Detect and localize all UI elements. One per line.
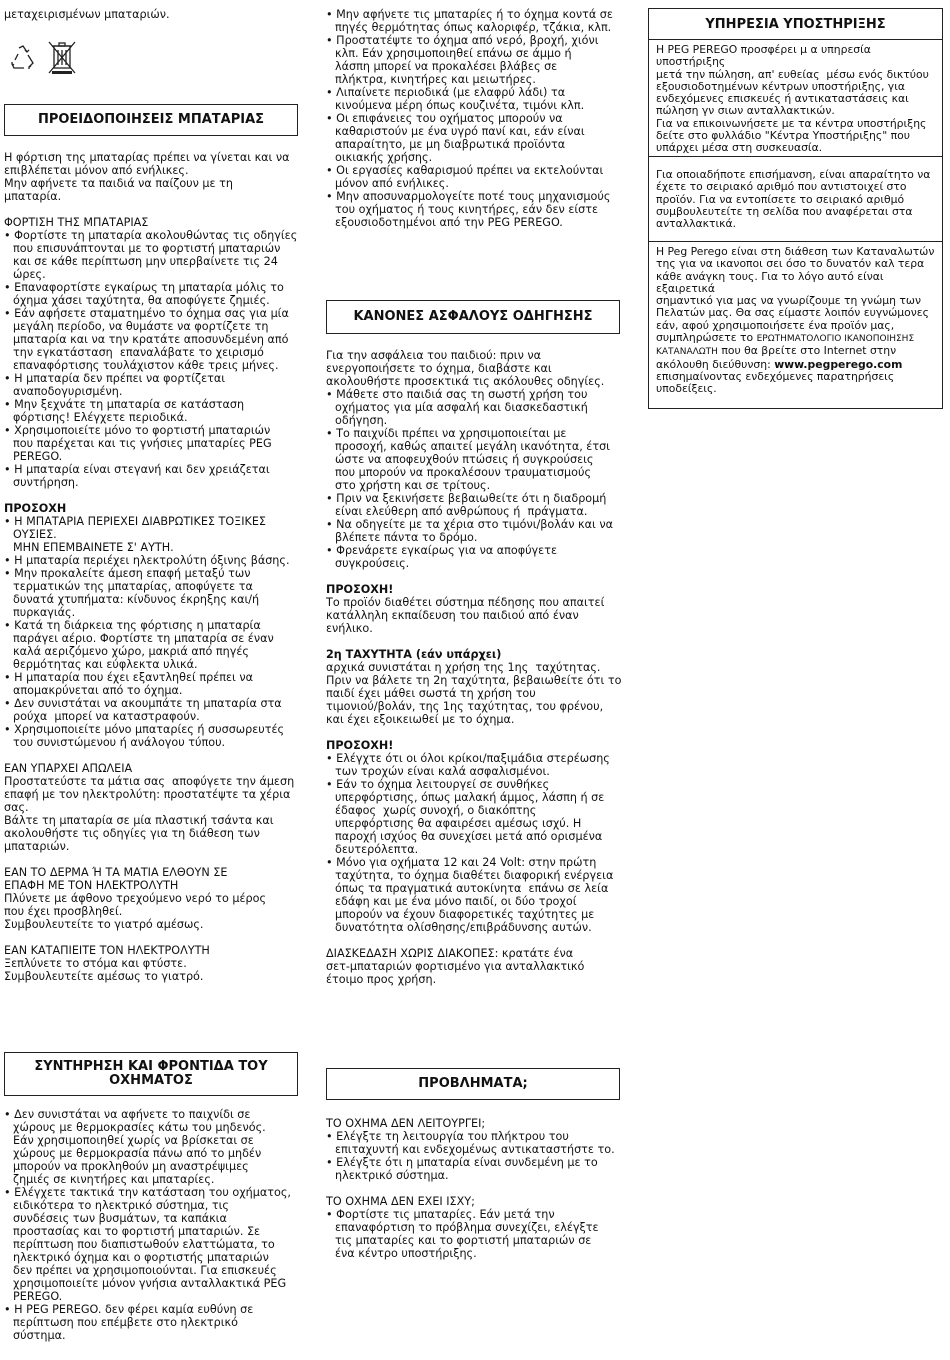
list-item: • Η μπαταρία περιέχει ηλεκτρολύτη όξινης βάσης. xyxy=(4,554,290,567)
loss-text: Προστατεύστε τα μάτια σας αποφύγετε την άμεση επαφή με τον ηλεκτρολύτη: προστατέψτε τα χέρια σας. Βάλτε τη μπαταρία σε μία πλαστική τσάντα και ακολουθήστε τις οδηγίες για τη διάθεση των μπαταριών. xyxy=(4,775,295,853)
caution1-text: Το προϊόν διαθέτει σύστημα πέδησης που απαιτεί κατάλληλη εκπαίδευση του παιδιού από έναν ενήλικο. xyxy=(326,596,605,635)
column-middle-body xyxy=(326,349,626,986)
list-item: • Μην προκαλείτε άμεση επαφή μεταξύ των τερματικών της μπαταρίας, αποφύγετε τα δυνατά χτυπήματα: κίνδυνος έκρηξης και/ή πυρκαγιάς. xyxy=(4,567,260,619)
crossed-bin-icon xyxy=(46,38,78,76)
service-section-2 xyxy=(649,156,942,241)
list-item: • Χρησιμοποιείτε μόνο το φορτιστή μπαταριών που παρέχεται και τις γνήσιες μπαταρίες PEG PEREGO. xyxy=(4,424,272,463)
list-item: • Το παιχνίδι πρέπει να χρησιμοποιείται με προσοχή, καθώς απαιτεί μεγάλη ικανότητα, έτσι ώστε να αποφευχθούν πτώσεις ή συγκρούσεις που μπορούν να προκαλέσουν τραυματισμούς στο χρήστη και σε τρίτους. xyxy=(326,427,610,492)
list-item: • Οι επιφάνειες του οχήματος μπορούν να καθαριστούν με ένα υγρό πανί και, εάν είναι απαραίτητο, με μη διαβρωτικά προϊόντα οικιακής χρήσης. xyxy=(326,112,585,164)
swallow-title: ΕΑΝ ΚΑΤΑΠΙΕΙΤΕ ΤΟΝ ΗΛΕΚΤΡΟΛΥΤΗ xyxy=(4,944,210,957)
service-p3d: επισημαίνοντας ενδεχόμενες παρατηρήσεις υποδείξεις. xyxy=(656,369,895,396)
safety-intro: Για την ασφάλεια του παιδιού: πριν να ενεργοποιήσετε το όχημα, διαβάστε και ακολουθήστε προσεκτικά τις ακόλουθες οδηγίες. xyxy=(326,349,605,388)
caution-title: ΠΡΟΣΟΧΗ xyxy=(4,502,67,515)
problems-body xyxy=(326,1117,626,1260)
service-p2: Για οποιαδήποτε επισήμανση, είναι απαραίτητο να έχετε το σειριακό αριθμό που αντιστοιχεί στο προϊόν. Για να εντοπίσετε το σειριακό αριθμό συμβουλευτείτε τη σελίδα που αναφέρεται στα ανταλλακτικά. xyxy=(656,168,931,231)
maintenance-title: ΣΥΝΤΗΡΗΣΗ ΚΑΙ ΦΡΟΝΤΙΔΑ ΤΟΥ ΟΧΗΜΑΤΟΣ xyxy=(34,1059,268,1088)
intro-line: μεταχειρισμένων μπαταριών. xyxy=(4,8,170,21)
problems-title: ΠΡΟΒΛΗΜΑΤΑ; xyxy=(418,1076,528,1091)
list-item: • Εάν το όχημα λειτουργεί σε συνθήκες υπερφόρτισης, όπως μαλακή άμμος, λάσπη ή σε έδαφος χωρίς συνοχή, ο διακόπτης υπερφόρτισης θα αφαιρέσει αμέσως ισχύ. Η παροχή ισχύος θα συνεχίσει μετά από ορισμένα δευτερόλεπτα. xyxy=(326,778,605,856)
list-item: • Μόνο για οχήματα 12 και 24 Volt: στην πρώτη ταχύτητα, το όχημα διαθέτει διαφορική ενέργεια όπως τα πραγματικά αυτοκίνητα επάνω σε λεία εδάφη και με ένα μόνο παιδί, οι δύο τροχοί μπορούν να έχουν διαφορετικές ταχύτητες με δυνατότητα ολίσθησης/επιβράδυνσης αυτών. xyxy=(326,856,614,934)
service-title: ΥΠΗΡΕΣΙΑ ΥΠΟΣΤΗΡΙΞΗΣ xyxy=(705,16,886,32)
list-item: • Κατά τη διάρκεια της φόρτισης η μπαταρία παράγει αέριο. Φορτίστε τη μπαταρία σε έναν καλά αεριζόμενο χώρο, μακριά από πηγές θερμότητας και εύφλεκτα υλικά. xyxy=(4,619,274,671)
list-item: • Φρενάρετε εγκαίρως για να αποφύγετε συγκρούσεις. xyxy=(326,544,558,570)
prob1-title: ΤΟ ΟΧΗΜΑ ΔΕΝ ΛΕΙΤΟΥΡΓΕΙ; xyxy=(326,1117,486,1130)
column-left xyxy=(4,8,304,21)
list-item: • Η ΜΠΑΤΑΡΙΑ ΠΕΡΙΕΧΕΙ ΔΙΑΒΡΩΤΙΚΕΣ ΤΟΞΙΚΕΣ ΟΥΣΙΕΣ. ΜΗΝ ΕΠΕΜΒΑΙΝΕΤΕ Σ' ΑΥΤΗ. xyxy=(4,515,266,554)
safety-title: ΚΑΝΟΝΕΣ ΑΣΦΑΛΟΥΣ ΟΔΗΓΗΣΗΣ xyxy=(353,309,593,324)
skin-text: Πλύνετε με άφθονο τρεχούμενο νερό το μέρος που έχει προσβληθεί. Συμβουλευτείτε το γιατρό αμέσως. xyxy=(4,892,267,931)
questionnaire-label: ΕΡΩΤΗΜΑΤΟΛΟΓΙΟ ΙΚΑΝΟΠΟΙΗΣΗΣ ΚΑΤΑΝΑΛΩΤΗ xyxy=(656,334,915,358)
problems-heading xyxy=(326,1068,620,1100)
speed-text: αρχικά συνιστάται η χρήση της 1ης ταχύτητας. Πριν να βάλετε τη 2η ταχύτητα, βεβαιωθείτε ότι το παιδί έχει μάθει σωστά τη χρήση του τιμονιού/βολάν, της 1ης ταχύτητας, του φρένου, και έχει εξοικειωθεί με το όχημα. xyxy=(326,661,622,726)
service-box xyxy=(648,8,943,409)
charging-title: ΦΟΡΤΙΣΗ ΤΗΣ ΜΠΑΤΑΡΙΑΣ xyxy=(4,216,149,229)
prob2-title: ΤΟ ΟΧΗΜΑ ΔΕΝ ΕΧΕΙ ΙΣΧΥ; xyxy=(326,1195,475,1208)
service-p3a: Η Peg Perego είναι στη διάθεση των Καταναλωτών της για να ικανοποι σει όσο το δυνατόν καλ τερα κάθε ανάγκη τους. Για το λόγο αυτό είναι εξαιρετικά σημαντικό για μας να γνωρίζουμε τη γνώμη των Πελατών μας. Θα σας είμαστε λοιπόν ευγνώμονες εάν, αφού χρησιμοποιήσετε ένα προϊόν μας, συμπληρώσετε το xyxy=(656,245,935,345)
list-item: • Η μπαταρία είναι στεγανή και δεν χρειάζεται συντήρηση. xyxy=(4,463,270,489)
list-item: • Η PEG PEREGO. δεν φέρει καμία ευθύνη σε περίπτωση που επέμβετε στο ηλεκτρικό σύστημα. xyxy=(4,1303,254,1342)
column-middle-top xyxy=(326,8,626,229)
list-item: • Η μπαταρία δεν πρέπει να φορτίζεται αναποδογυρισμένη. xyxy=(4,372,226,398)
speed-title: 2η ΤΑΧΥΤΗΤΑ (εάν υπάρχει) xyxy=(326,648,502,661)
loss-title: ΕΑΝ ΥΠΑΡΧΕΙ ΑΠΩΛΕΙΑ xyxy=(4,762,133,775)
website-link[interactable]: www.pegperego.com xyxy=(774,357,903,371)
list-item: • Ελέγξτε ότι η μπαταρία είναι συνδεμένη με το ηλεκτρικό σύστημα. xyxy=(326,1156,598,1182)
list-item: • Προστατέψτε το όχημα από νερό, βροχή, χιόνι κλπ. Εάν χρησιμοποιηθεί επάνω σε άμμο ή λάσπη μπορεί να προκαλέσει βλάβες σε πλήκτρα, κινητήρες και μειωτήρες. xyxy=(326,34,599,86)
list-item: • Ελέγχετε τακτικά την κατάσταση του οχήματος, ειδικότερα το ηλεκτρικό σύστημα, τις συνδέσεις των βυσμάτων, τα καπάκια προστασίας και το φορτιστή μπαταριών. Σε περίπτωση που διαπιστωθούν ελαττώματα, το ηλεκτρικό όχημα και ο φορτιστής μπαταριών δεν πρέπει να χρησιμοποιούνται. Για επισκευές χρησιμοποιείτε μόνον γνήσια ανταλλακτικά PEG PEREGO. xyxy=(4,1186,291,1303)
list-item: • Η μπαταρία που έχει εξαντληθεί πρέπει να απομακρύνεται από το όχημα. xyxy=(4,671,254,697)
skin-title: ΕΑΝ ΤΟ ΔΕΡΜΑ Ή ΤΑ ΜΑΤΙΑ ΕΛΘΟΥΝ ΣΕ ΕΠΑΦΗ ΜΕ ΤΟΝ ΗΛΕΚΤΡΟΛΥΤΗ xyxy=(4,866,228,892)
service-section-1 xyxy=(649,39,942,156)
maintenance-body xyxy=(4,1108,304,1342)
list-item: • Ελέγχτε ότι οι όλοι κρίκοι/παξιμάδια στερέωσης των τροχών είναι καλά ασφαλισμένοι. xyxy=(326,752,610,778)
list-item: • Εάν αφήσετε σταματημένο το όχημα σας για μία μεγάλη περίοδο, να θυμάστε να φορτίζετε τη μπαταρία και να την κρατάτε αποσυνδεμένη από την εγκατάσταση επαναλάβατε το χειρισμό επαναφόρτισης τουλάχιστον κάθε τρεις μήνες. xyxy=(4,307,289,372)
list-item: • Ελέγξτε τη λειτουργία του πλήκτρου του επιταχυντή και ενδεχομένως αντικαταστήστε το. xyxy=(326,1130,615,1156)
recycle-icon xyxy=(8,44,38,72)
list-item: • Επαναφορτίστε εγκαίρως τη μπαταρία μόλις το όχημα χάσει ταχύτητα, θα αποφύγετε ζημιές. xyxy=(4,281,284,307)
service-p1: Η PEG PEREGO προσφέρει μ α υπηρεσία υποστήριξης μετά την πώληση, απ' ευθείας μέσω ενός δικτύου εξουσιοδοτημένων κέντρων υποστήριξης, για ενδεχόμενες επισκευές ή αντικαταστάσεις και πώληση γν σιων ανταλλακτικών. Για να επικοινωνήσετε με τα κέντρα υποστήριξης δείτε στο φυλλάδιο "Κέντρα Υποστήριξης" που υπάρχει μέσα στη συσκευασία. xyxy=(656,43,929,155)
list-item: • Μην ξεχνάτε τη μπαταρία σε κατάσταση φόρτισης! Ελέγχετε περιοδικά. xyxy=(4,398,245,424)
service-section-3 xyxy=(649,241,942,400)
list-item: • Μην αφήνετε τις μπαταρίες ή το όχημα κοντά σε πηγές θερμότητας όπως καλοριφέρ, τζάκια, κλπ. xyxy=(326,8,613,34)
caution1-title: ΠΡΟΣΟΧΗ! xyxy=(326,583,394,596)
maintenance-heading xyxy=(4,1052,298,1096)
list-item: • Φορτίστε τη μπαταρία ακολουθώντας τις οδηγίες που επισυνάπτονται με το φορτιστή μπαταριών και σε κάθε περίπτωση μην υπερβαίνετε τις 24 ώρες. xyxy=(4,229,298,281)
list-item: • Φορτίστε τις μπαταρίες. Εάν μετά την επαναφόρτιση το πρόβλημα συνεχίζει, ελέγξτε τις μπαταρίες και το φορτιστή μπαταριών σε ένα κέντρο υποστήριξης. xyxy=(326,1208,599,1260)
list-item: • Χρησιμοποιείτε μόνο μπαταρίες ή συσσωρευτές του συνιστώμενου ή ανάλογου τύπου. xyxy=(4,723,285,749)
safety-heading xyxy=(326,300,620,334)
list-item: • Δεν συνιστάται να αφήνετε το παιχνίδι σε χώρους με θερμοκρασίες κάτω του μηδενός. Εάν χρησιμοποιηθεί χωρίς να βρίσκεται σε χώρους με θερμοκρασία πάνω από το μηδέν μπορούν να προκληθούν μη αναστρέψιμες ζημιές σε κινητήρες και μπαταρίες. xyxy=(4,1108,266,1186)
list-item: • Μάθετε στο παιδιά σας τη σωστή χρήση του οχήματος για μία ασφαλή και διασκεδαστική οδήγηση. xyxy=(326,388,588,427)
list-item: • Οι εργασίες καθαρισμού πρέπει να εκτελούνται μόνον από ενήλικες. xyxy=(326,164,604,190)
service-p3c: που θα βρείτε στο Internet στην ακόλουθη διεύθυνση: xyxy=(656,344,897,371)
list-item: • Μην αποσυναρμολογείτε ποτέ τους μηχανισμούς του οχήματος ή τους κινητήρες, εάν δεν είστε εξουσιοδοτημένοι από την PEG PEREGO. xyxy=(326,190,611,229)
list-item: • Να οδηγείτε με τα χέρια στο τιμόνι/βολάν και να βλέπετε πάντα το δρόμο. xyxy=(326,518,613,544)
battery-warnings-heading xyxy=(4,104,298,136)
list-item: • Δεν συνιστάται να ακουμπάτε τη μπαταρία στα ρούχα μπορεί να καταστραφούν. xyxy=(4,697,282,723)
caution2-title: ΠΡΟΣΟΧΗ! xyxy=(326,739,394,752)
swallow-text: Ξεπλύνετε το στόμα και φτύστε. Συμβουλευτείτε αμέσως το γιατρό. xyxy=(4,957,204,983)
battery-warnings-title: ΠΡΟΕΙΔΟΠΟΙΗΣΕΙΣ ΜΠΑΤΑΡΙΑΣ xyxy=(37,112,265,127)
list-item: • Λιπαίνετε περιοδικά (με ελαφρύ λάδι) τα κινούμενα μέρη όπως κουζινέτα, τιμόνι κλπ. xyxy=(326,86,585,112)
fun-text: ΔΙΑΣΚΕΔΑΣΗ ΧΩΡΙΣ ΔΙΑΚΟΠΕΣ: κρατάτε ένα σετ-μπαταριών φορτισμένο για ανταλλακτικό έτοιμο προς χρήση. xyxy=(326,947,585,986)
warnings-text: Η φόρτιση της μπαταρίας πρέπει να γίνεται και να επιβλέπεται μόνον από ενήλικες. Μην αφήνετε τα παιδιά να παίζουν με τη μπαταρία. xyxy=(4,151,290,203)
list-item: • Πριν να ξεκινήσετε βεβαιωθείτε ότι η διαδρομή είναι ελεύθερη από ανθρώπους ή πράγματα. xyxy=(326,492,607,518)
column-left-body xyxy=(4,151,304,983)
